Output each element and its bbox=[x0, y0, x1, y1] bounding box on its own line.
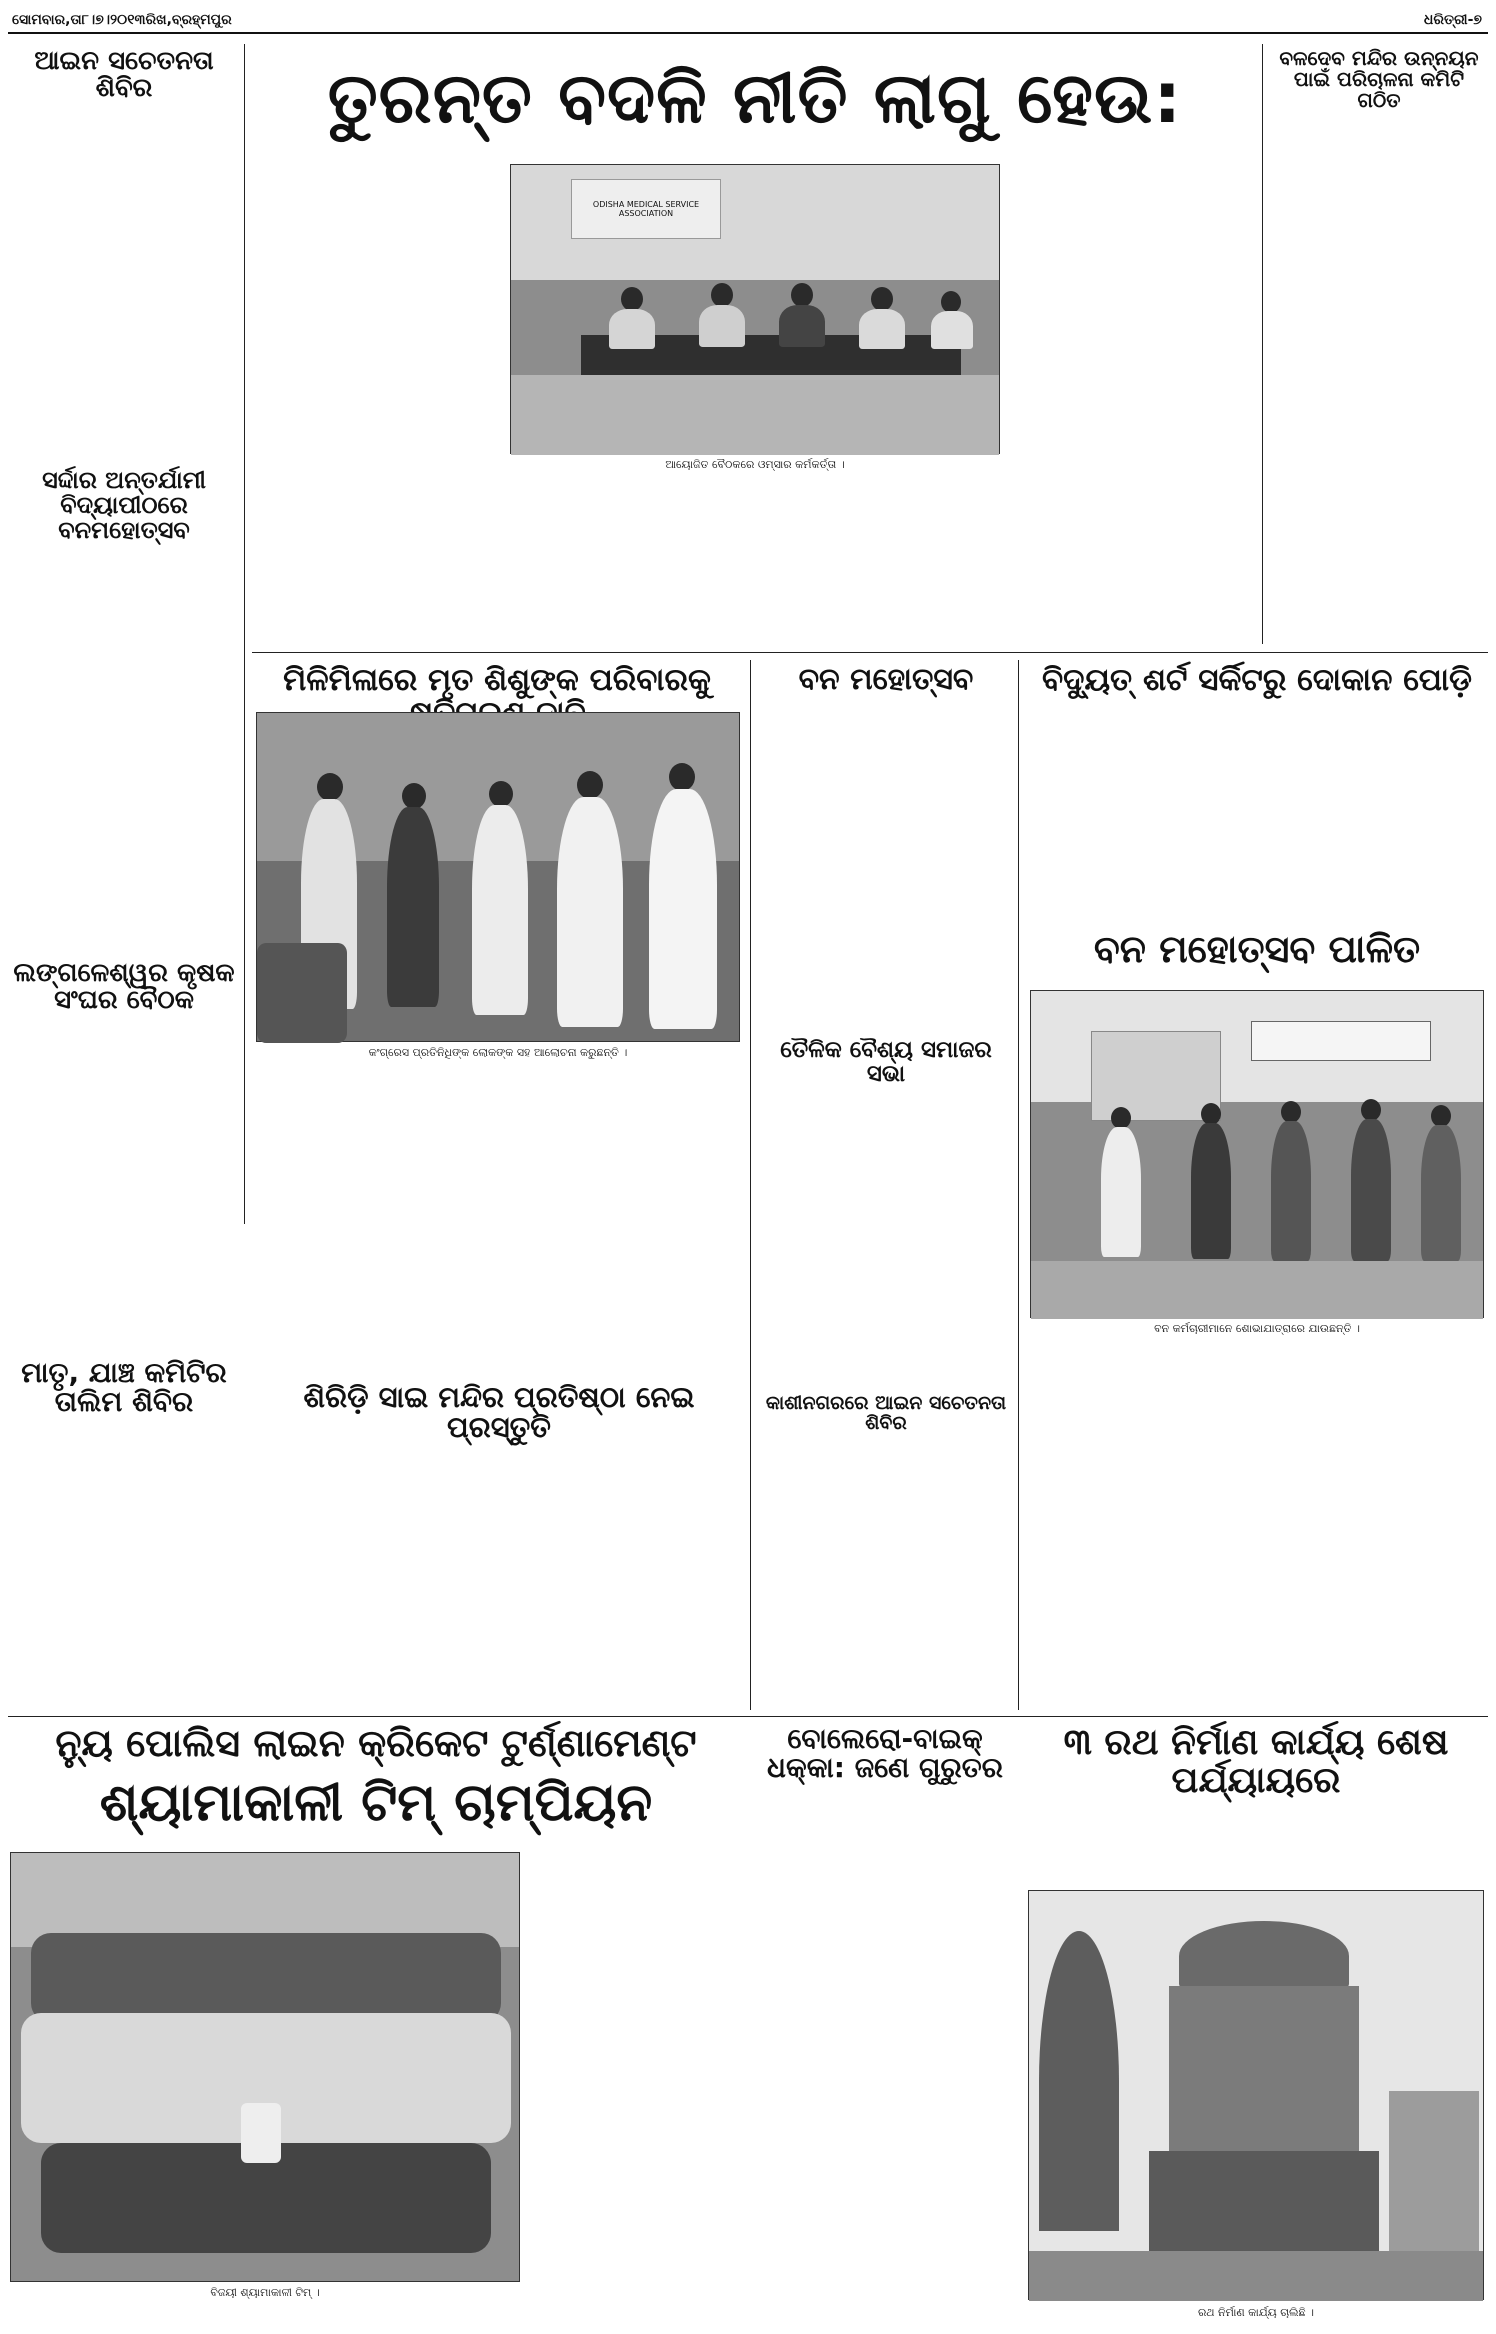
cricket-text-placeholder bbox=[528, 1852, 744, 2292]
photo-chariot-frame bbox=[1169, 1986, 1359, 2156]
ratha-photo bbox=[1028, 1890, 1484, 2300]
date-line: ସୋମବାର,ତା୮।୭।୨୦୧୩ରିଖ,ବ୍ରହ୍ମପୁର bbox=[12, 12, 232, 28]
photo-person bbox=[941, 291, 961, 313]
vana1-text-placeholder bbox=[758, 712, 1014, 1032]
photo-trophy bbox=[241, 2103, 281, 2163]
vidyut-text-placeholder bbox=[1026, 712, 1488, 922]
milimila-photo-caption: କଂଗ୍ରେସ ପ୍ରତିନିଧିଙ୍କ ଲୋକଙ୍କ ସହ ଆଲୋଚନା କରୁଛନ୍ତି । bbox=[368, 1046, 628, 1059]
lead-photo bbox=[510, 164, 1000, 454]
photo-person bbox=[931, 311, 973, 349]
photo-person bbox=[669, 763, 695, 791]
photo-person bbox=[317, 773, 343, 801]
balaram-headline: ବଳଦେବ ମନ୍ଦିର ଉନ୍ନୟନ ପାଇଁ ପରିଚାଳନା କମିଟି ଗଠିତ bbox=[1279, 46, 1479, 112]
column-rule bbox=[1018, 660, 1019, 1710]
photo-person bbox=[1101, 1127, 1141, 1257]
photo-banner bbox=[1251, 1021, 1431, 1061]
photo-person bbox=[649, 789, 717, 1029]
milimila-photo bbox=[256, 712, 740, 1042]
taili-headline: ତୈଳିକ ବୈଶ୍ୟ ସମାଜର ସଭା bbox=[780, 1037, 992, 1088]
photo-person bbox=[621, 287, 643, 311]
photo-team-back-row bbox=[31, 1933, 501, 2023]
photo-ground bbox=[1031, 1261, 1483, 1319]
photo-person bbox=[1111, 1107, 1131, 1129]
column-rule bbox=[1262, 44, 1263, 644]
photo-person bbox=[577, 771, 603, 799]
photo-person bbox=[779, 305, 825, 347]
photo-ground bbox=[1029, 2251, 1483, 2301]
ratha-text-placeholder bbox=[1026, 1774, 1486, 1884]
ratha-headline: ୩ ରଥ ନିର୍ମାଣ କାର୍ଯ୍ୟ ଶେଷ ପର୍ଯ୍ୟାୟରେ bbox=[1063, 1722, 1449, 1801]
cricket-headline-1: ନ୍ୟୁ ପୋଲିସ ଲାଇନ କ୍ରିକେଟ ଟୁର୍ଣ୍ଣାମେଣ୍ଟ bbox=[55, 1721, 697, 1765]
photo-person bbox=[699, 305, 745, 347]
vana2-photo bbox=[1030, 990, 1484, 1318]
shirdi-text-placeholder bbox=[252, 1426, 746, 1704]
photo-person bbox=[1431, 1105, 1451, 1127]
photo-chariot-base bbox=[1149, 2151, 1379, 2251]
photo-person bbox=[1201, 1103, 1221, 1125]
bolero-headline: ବୋଲେରୋ-ବାଇକ୍ ଧକ୍କା: ଜଣେ ଗୁରୁତର bbox=[767, 1722, 1003, 1785]
kashi-text-placeholder bbox=[758, 1430, 1014, 1704]
vana1-headline: ବନ ମହୋତ୍ସବ bbox=[798, 662, 974, 697]
column-rule bbox=[244, 44, 245, 1224]
vidyut-headline: ବିଦ୍ୟୁତ୍ ଶର୍ଟ ସର୍କିଟରୁ ଦୋକାନ ପୋଡ଼ି bbox=[1042, 662, 1472, 698]
shirdi-headline: ଶିରିଡ଼ି ସାଇ ମନ୍ଦିର ପ୍ରତିଷ୍ଠା ନେଇ ପ୍ରସ୍ତୁତି bbox=[303, 1380, 695, 1445]
cricket-text-placeholder bbox=[10, 2300, 744, 2330]
kashi-headline: କାଶୀନଗରରେ ଆଇନ ସଚେତନତା ଶିବିର bbox=[765, 1392, 1007, 1434]
story-text-placeholder bbox=[8, 1440, 240, 1750]
lead-text-placeholder bbox=[1008, 160, 1258, 640]
lead-photo-caption: ଆୟୋଜିତ ବୈଠକରେ ଓମ୍‌ସାର କର୍ମକର୍ତ୍ତା । bbox=[665, 458, 845, 471]
story-text-placeholder bbox=[8, 86, 240, 456]
story-headline: ସର୍ଦ୍ଦାର ଅନ୍ତର୍ଯାମୀ ବିଦ୍ୟାପୀଠରେ ବନମହୋତ୍ସବ bbox=[42, 466, 206, 545]
story-headline: ଆଇନ ସଚେତନତା ଶିବିର bbox=[34, 46, 214, 104]
ratha-photo-caption: ରଥ ନିର୍ମାଣ କାର୍ଯ୍ୟ ଚାଲିଛି । bbox=[1197, 2306, 1315, 2319]
milimila-headline: ମିଳିମିଳାରେ ମୃତ ଶିଶୁଙ୍କ ପରିବାରକୁ bbox=[283, 662, 711, 698]
story-text-placeholder bbox=[1270, 120, 1488, 640]
lead-text-placeholder bbox=[252, 160, 502, 640]
photo-person bbox=[557, 797, 623, 1027]
photo-tree bbox=[1039, 1931, 1119, 2231]
left-column bbox=[8, 48, 240, 1708]
photo-person bbox=[472, 805, 528, 1015]
photo-person bbox=[1281, 1101, 1301, 1123]
taili-text-placeholder bbox=[758, 1076, 1014, 1386]
milimila-text-placeholder bbox=[256, 1066, 740, 1266]
bolero-text-placeholder bbox=[756, 1800, 1014, 2330]
photo-person bbox=[711, 283, 733, 307]
story-text-placeholder bbox=[8, 1034, 240, 1354]
cricket-photo-caption: ବିଜୟୀ ଶ୍ୟାମାକାଳୀ ଟିମ୍ । bbox=[210, 2286, 320, 2299]
cricket-photo bbox=[10, 1852, 520, 2282]
vana2-photo-caption: ବନ କର୍ମଚାରୀମାନେ ଶୋଭାଯାତ୍ରାରେ ଯାଉଛନ୍ତି । bbox=[1154, 1322, 1360, 1335]
photo-person bbox=[609, 309, 655, 349]
photo-person bbox=[1351, 1119, 1391, 1261]
photo-person bbox=[1421, 1125, 1461, 1261]
masthead bbox=[8, 8, 1488, 34]
story-headline: ମାତୃ, ଯାଞ୍ଚ କମିଟିର ତାଲିମ ଶିବିର bbox=[21, 1356, 227, 1419]
photo-person bbox=[387, 807, 439, 1007]
photo-floor bbox=[511, 375, 999, 455]
photo-temple bbox=[1389, 2091, 1479, 2251]
story-headline: ଲଙ୍ଗଳେଶ୍ୱର କୃଷକ ସଂଘର ବୈଠକ bbox=[13, 958, 235, 1016]
photo-person bbox=[402, 783, 426, 809]
vana2-text-placeholder bbox=[1030, 1344, 1484, 1694]
photo-person bbox=[1361, 1099, 1381, 1121]
column-rule bbox=[750, 660, 751, 1710]
photo-person bbox=[859, 309, 905, 349]
photo-person bbox=[1191, 1123, 1231, 1259]
photo-chariot-top bbox=[1179, 1921, 1349, 1991]
photo-person bbox=[871, 287, 893, 311]
section-rule bbox=[252, 652, 1488, 653]
photo-person bbox=[489, 781, 513, 807]
lead-text-placeholder bbox=[510, 480, 1000, 640]
lead-headline: ତୁରନ୍ତ ବଦଳି ନୀତି ଲାଗୁ ହେଉ: bbox=[327, 57, 1183, 139]
photo-child bbox=[257, 943, 347, 1043]
vana2-headline: ବନ ମହୋତ୍ସବ ପାଳିତ bbox=[1093, 927, 1421, 971]
photo-person bbox=[1271, 1121, 1311, 1261]
photo-banner: ODISHA MEDICAL SERVICE ASSOCIATION bbox=[571, 179, 721, 239]
story-text-placeholder bbox=[8, 536, 240, 956]
cricket-headline-2: ଶ୍ୟାମାକାଳୀ ଟିମ୍ ଚାମ୍ପିୟନ bbox=[99, 1773, 653, 1833]
page-label: ଧରିତ୍ରୀ-୭ bbox=[1423, 12, 1482, 28]
photo-person bbox=[791, 283, 813, 307]
